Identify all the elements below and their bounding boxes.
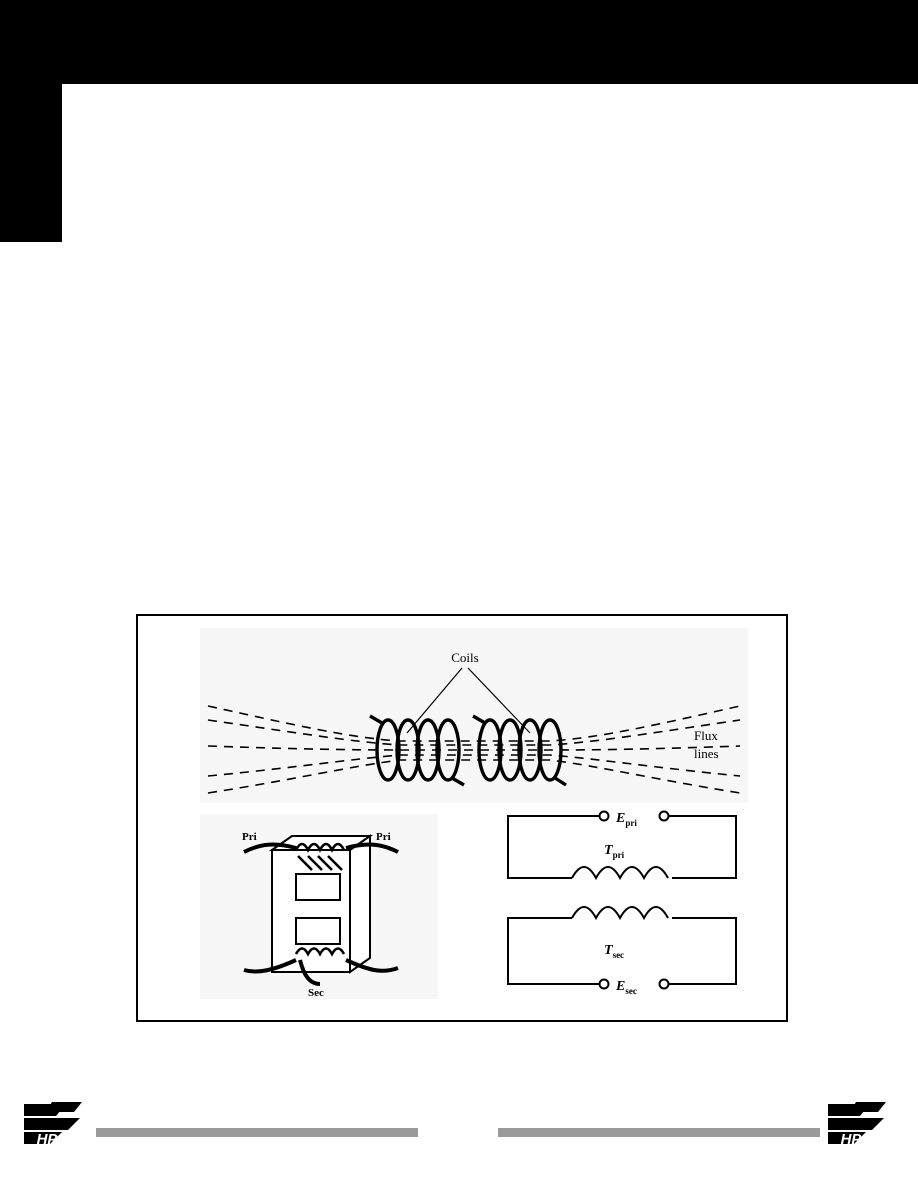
figure-container [136, 614, 788, 1022]
coils-flux-diagram [200, 628, 748, 803]
hps-logo-left [22, 1100, 84, 1152]
footer-rule-right [498, 1128, 820, 1137]
terminal-esec-left [600, 980, 609, 989]
hps-logo-right-text: HPS [840, 1131, 872, 1148]
flux-label-line2: lines [694, 746, 719, 761]
coils-label: Coils [451, 650, 479, 665]
pri-right-label: Pri [376, 831, 391, 843]
core-winding-diagram [200, 814, 438, 999]
flux-label-line1: Flux [694, 728, 718, 743]
terminal-epri-left [600, 812, 609, 821]
hps-logo-left-text: HPS [36, 1131, 68, 1148]
secondary-circuit [508, 907, 736, 984]
sec-label: Sec [308, 987, 324, 999]
transformer-schematic [486, 806, 756, 1001]
pri-left-label: Pri [242, 831, 257, 843]
esec-label: $E_{sec}$ [616, 979, 637, 996]
terminal-esec-right [660, 980, 669, 989]
tsec-label: $T_{sec}$ [604, 943, 625, 960]
tpri-label: $T_{pri}$ [604, 843, 625, 860]
hps-logo-right [826, 1100, 888, 1152]
epri-label: $E_{pri}$ [616, 811, 637, 828]
top-black-banner [0, 0, 918, 84]
footer-rule-left [96, 1128, 418, 1137]
left-black-tab [0, 84, 62, 242]
terminal-epri-right [660, 812, 669, 821]
